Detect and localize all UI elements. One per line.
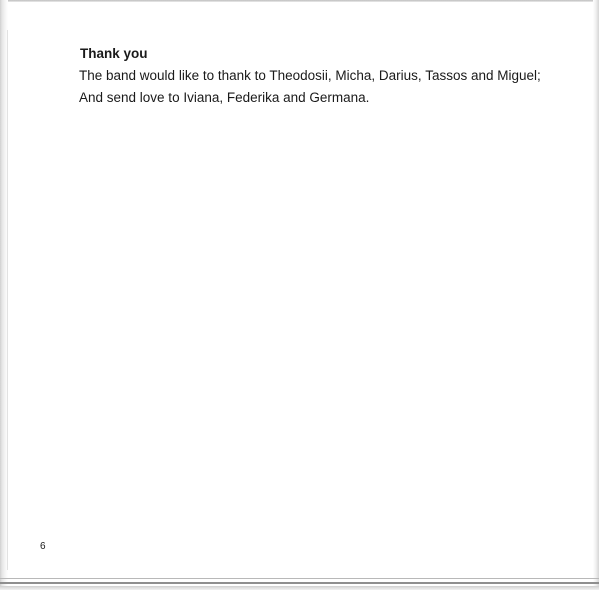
scan-edge-bottom [0,586,599,590]
scan-edge-bottom-line [0,582,599,584]
page-number: 6 [40,541,46,552]
scan-edge-bottom-line [0,578,599,579]
thanks-text-line: The band would like to thank to Theodosii, Micha, Darius, Tassos and Miguel; [79,68,541,83]
scan-edge-right [593,0,599,590]
scan-edge-top [0,0,599,2]
love-text-line: And send love to Iviana, Federika and Germana. [79,90,370,105]
section-heading: Thank you [80,46,148,61]
scan-edge-left-line [7,30,8,570]
